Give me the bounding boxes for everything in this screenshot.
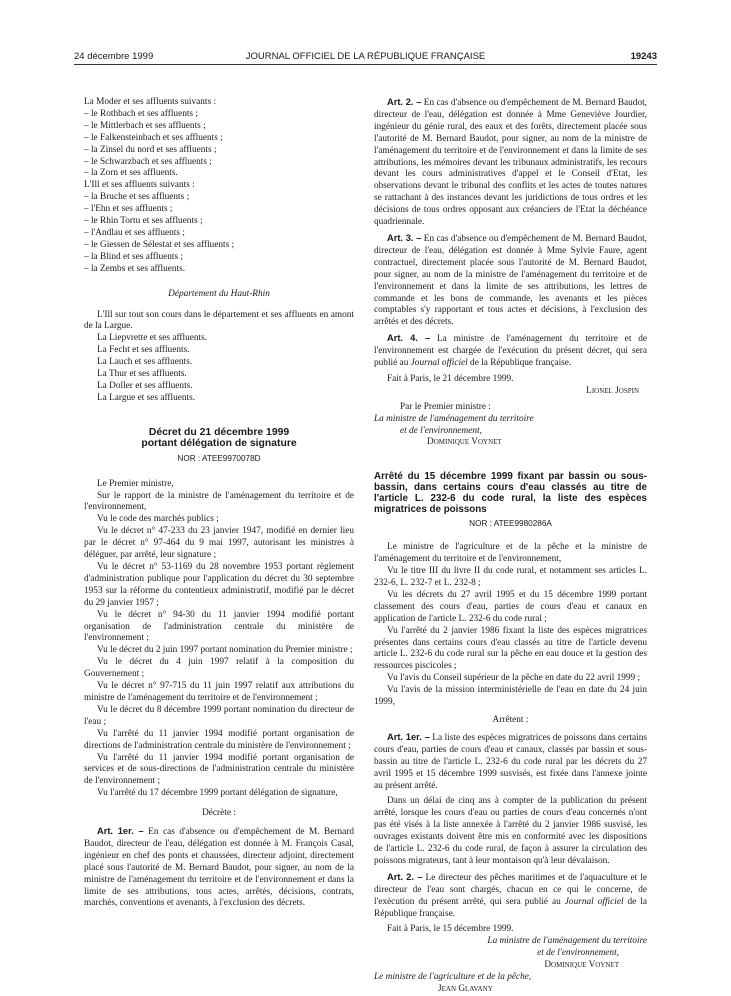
consideration-paragraph: Le ministre de l'agriculture et de la pêche et la ministre de l'aménagement du territoire et de l'environnement, <box>374 542 647 565</box>
page-number: 19243 <box>630 51 657 62</box>
tributary-item: – le Rhin Tortu et ses affluents ; <box>84 216 203 227</box>
consideration-paragraph: Vu le code des marchés publics ; <box>97 514 219 525</box>
signature-jospin: Lionel Jospin <box>586 385 639 396</box>
arrete-article-1 <box>374 732 647 793</box>
article-text: En cas d'absence ou d'empêchement de M. Bernard Baudot, directeur de l'eau, délégation est donnée à Mme Sylvie Faure, agent contractuel, directement placée sous l'autorité de M. Bernard Baudot, pour signer, au nom de la ministre de l'aménagement du territoire et de l'environnement et dans la limite de ses attributions, les lettres de commande et les bons de commande, les avenants et les pièces comptables s'y rapportant et tous actes et décisions, à l'exclusion des arrêtés et des décrets. <box>374 233 647 328</box>
consideration-paragraph: Vu les décrets du 27 avril 1995 et du 15 décembre 1999 portant classement des cours d'eau, parties de cours d'eau et canaux en application de l'article L. 232-6 du code rural ; <box>374 589 647 624</box>
consideration-paragraph: Vu le décret n° 94-30 du 11 janvier 1994 modifié portant organisation de l'administration centrale du ministère de l'environnement ; <box>84 609 354 644</box>
arrete-nor: NOR : ATEE9980286A <box>469 519 552 529</box>
article-text: En cas d'absence ou d'empêchement de M. Bernard Baudot, directeur de l'eau, délégation est donnée à Mme Geneviève Jourdier, ingénieur du génie rural, des eaux et des forêts, directement placée sous l'autorité de M. Bernard Baudot, pour signer, au nom de la ministre de l'aménagement du territoire et de l'environnement et dans la limite de ses attributions, les mémoires devant les tribunaux administratifs, les recours devant les cours administratives d'appel et le Conseil d'Etat, les observations devant le tribunal des conflits et les actes de toutes natures se rattachant à des instances devant les juridictions de tous ordres et les décisions de tous ordres opposant aux créanciers de l'Etat la déchéance quadriennale. <box>374 98 647 228</box>
haut-rhin-list <box>84 333 354 404</box>
consideration-paragraph: Vu le décret du 4 juin 1997 relatif à la composition du Gouvernement ; <box>84 657 354 680</box>
consideration-paragraph: Vu le décret du 2 juin 1997 portant nomination du Premier ministre ; <box>97 645 353 656</box>
article-text: La ministre de l'aménagement du territoire et de l'environnement est chargée de l'exécution du présent décret, qui sera publié au <box>374 334 648 369</box>
tributary-item: La Doller et ses affluents. <box>97 380 193 391</box>
consideration-paragraph: Vu l'arrêté du 2 janvier 1986 fixant la liste des espèces migratrices présentes dans certains cours d'eau classés au titre de l'article devenu article L. 232-6 du code rural sur la pêche en eau douce et la gestion des ressources piscicoles ; <box>374 625 647 672</box>
consideration-paragraph: Vu le décret du 8 décembre 1999 portant nomination du directeur de l'eau ; <box>84 704 354 727</box>
tributary-item: – le Mittlerbach et ses affluents ; <box>84 120 206 131</box>
arrete-article-1-para2: Dans un délai de cinq ans à compter de la publication du présent arrêté, lorsque les cours d'eau ou parties de cours d'eau concernés n'ont pas été visés à la liste annexée à l'arrêté du 2 janvier 1986 susvisé, les ouvrages existants doivent être mis en conformité avec les dispositions de l'article L. 232-6 du code rural, de façon à assurer la circulation des poissons migrateurs, tant à leur montaison qu'à leur dévalaison. <box>374 796 647 866</box>
moder-intro: La Moder et ses affluents suivants : <box>84 97 217 107</box>
decrete-label: Décrète : <box>202 808 236 819</box>
tributary-item: – la Zembs et ses affluents. <box>84 263 186 274</box>
signature-voynet: Dominique Voynet <box>427 437 502 448</box>
arrete-article-2 <box>374 872 647 921</box>
arrete-considerations <box>374 542 647 709</box>
consideration-paragraph: Vu le titre III du livre II du code rural, et notamment ses articles L. 232-6, L. 232-7 et L. 232-8 ; <box>374 566 647 588</box>
decree-fait: Fait à Paris, le 21 décembre 1999. <box>387 373 514 384</box>
article-label: Art. 2. – <box>387 97 422 107</box>
arrete-title: Arrêté du 15 décembre 1999 fixant par bassin ou sous-bassin, dans certains cours d'eau classés au titre de l'article L. 232-6 du code rural, la liste des espèces migratrices de poissons <box>374 471 647 516</box>
min-amenag-line1: La ministre de l'aménagement du territoire <box>487 936 647 947</box>
min-amenag-line2: et de l'environnement, <box>537 948 619 959</box>
journal-title: JOURNAL OFFICIEL DE LA RÉPUBLIQUE FRANÇAISE <box>245 51 486 62</box>
tributary-item: – le Schwarzbach et ses affluents ; <box>84 156 212 167</box>
article-label: Art. 1er. – <box>97 826 144 837</box>
ministre-title-line2: et de l'environnement, <box>400 425 482 436</box>
right-column <box>374 97 647 996</box>
article-text: de la République française. <box>467 358 572 369</box>
article-text: de la République française. <box>374 896 647 919</box>
left-column <box>84 97 354 910</box>
ill-tributary-list <box>84 192 354 275</box>
tributary-item: – le Falkensteinbach et ses affluents ; <box>84 132 223 143</box>
tributary-item: – le Rothbach et ses affluents ; <box>84 108 198 119</box>
arrete-fait: Fait à Paris, le 15 décembre 1999. <box>387 924 514 935</box>
consideration-paragraph: Sur le rapport de la ministre de l'aménagement du territoire et de l'environnement, <box>84 490 354 513</box>
article-text: La liste des espèces migratrices de poissons dans certains cours d'eau, parties de cours d'eau et canaux, classés par bassin et sous-bassin au titre de l'article L. 232-6 du code rural par les décrets du 27 avril 1995 et 15 décembre 1999 susvisés, est fixée dans l'annexe jointe au présent arrêté. <box>374 732 647 791</box>
consideration-paragraph: Vu le décret n° 53-1169 du 28 novembre 1953 portant règlement d'administration publique pour l'application du décret du 30 septembre 1953 sur la réforme du contentieux administratif, modifié par le décret du 29 janvier 1957 ; <box>84 562 354 608</box>
decree-heading <box>84 427 354 465</box>
consideration-paragraph: Vu l'arrêté du 11 janvier 1994 modifié portant organisation de services et de sous-directions de l'administration centrale du ministère de l'environnement ; <box>84 752 354 787</box>
decree-considerations <box>84 491 354 801</box>
article-label: Art. 4. – <box>387 333 431 344</box>
tributary-item: – l'Andlau et ses affluents ; <box>84 227 185 238</box>
dept-heading: Département du Haut-Rhin <box>168 288 270 299</box>
journal-name: Journal officiel <box>564 896 624 907</box>
min-agri-title: Le ministre de l'agriculture et de la pêche, <box>374 972 532 983</box>
decree-nor: NOR : ATEE9970078D <box>177 453 261 463</box>
premier-ministre: Le Premier ministre, <box>97 478 174 489</box>
tributary-item: – la Bruche et ses affluents ; <box>84 192 190 203</box>
article-label: Art. 2. – <box>387 871 423 882</box>
decree-title-line2: portant délégation de signature <box>141 438 297 450</box>
journal-name: Journal officiel <box>410 358 468 369</box>
tributary-item: La Largue et ses affluents. <box>97 392 196 403</box>
tributary-item: – la Zinsel du nord et ses affluents ; <box>84 144 217 155</box>
tributary-item: La Liepvrette et ses affluents. <box>97 333 208 344</box>
header-rule <box>74 64 657 65</box>
consideration-paragraph: Vu l'avis de la mission interministérielle de l'eau en date du 24 juin 1999, <box>374 685 647 708</box>
consideration-paragraph: Vu le décret n° 97-715 du 11 juin 1997 relatif aux attributions du ministre de l'aménagement du territoire et de l'environnement ; <box>84 681 354 703</box>
article-label: Art. 1er. – <box>387 731 430 742</box>
decree-title-line1: Décret du 21 décembre 1999 <box>148 426 290 438</box>
article-text: Le directeur des pêches maritimes et de l'aquaculture et le directeur de l'eau sont chargés, chacun en ce qui le concerne, de l'exécution du présent arrêté, qui sera publié au <box>374 872 647 907</box>
decree-article-3 <box>374 233 647 329</box>
haut-rhin-intro: L'Ill sur tout son cours dans le département et ses affluents en amont de la Largue. <box>84 309 354 332</box>
tributary-item: La Fecht et ses affluents. <box>97 345 190 356</box>
article-text: En cas d'absence ou d'empêchement de M. Bernard Baudot, directeur de l'eau, délégation est donnée à M. François Casal, ingénieur en chef des ponts et chaussées, directeur adjoint, directement placé sous l'autorité de M. Bernard Baudot, pour signer, au nom de la ministre de l'aménagement du territoire et de l'environnement et dans la limite de ses attributions, tous actes, arrêtés, décisions, contrats, marchés, conventions et avenants, à l'exclusion des décrets. <box>84 827 354 909</box>
moder-tributary-list <box>84 109 354 180</box>
decree-article-2 <box>374 97 647 229</box>
arretent-label: Arrêtent : <box>492 714 529 725</box>
consideration-paragraph: Vu l'arrêté du 17 décembre 1999 portant délégation de signature, <box>97 788 338 799</box>
decree-article-1 <box>84 826 354 910</box>
signature-voynet-2: Dominique Voynet <box>544 960 619 971</box>
tributary-item: La Lauch et ses affluents. <box>97 357 193 368</box>
ministre-title-line1: La ministre de l'aménagement du territoire <box>374 413 534 424</box>
signature-glavany: Jean Glavany <box>438 984 493 994</box>
consideration-paragraph: Vu l'arrêté du 11 janvier 1994 modifié portant organisation de directions de l'administration centrale du ministère de l'environnement ; <box>84 728 354 751</box>
tributary-item: La Thur et ses affluents. <box>97 369 187 380</box>
page-header <box>74 51 657 65</box>
tributary-item: – l'Ehn et ses affluents ; <box>84 204 173 215</box>
article-label: Art. 3. – <box>387 232 422 243</box>
ill-intro: L'Ill et ses affluents suivants : <box>84 180 195 191</box>
consideration-paragraph: Vu le décret n° 47-233 du 23 janvier 1947, modifié en dernier lieu par le décret n° 97-464 du 9 mai 1997, autorisant les ministres à déléguer, par arrêté, leur signature ; <box>84 526 354 561</box>
consideration-paragraph: Vu l'avis du Conseil supérieur de la pêche en date du 22 avril 1999 ; <box>387 673 641 684</box>
header-date: 24 décembre 1999 <box>74 51 154 62</box>
decree-article-4 <box>374 333 647 370</box>
par-premier-ministre: Par le Premier ministre : <box>400 401 491 412</box>
tributary-item: – le Giessen de Sélestat et ses affluents ; <box>84 239 235 250</box>
tributary-item: – la Zorn et ses affluents. <box>84 168 178 179</box>
tributary-item: – la Blind et ses affluents ; <box>84 251 183 262</box>
